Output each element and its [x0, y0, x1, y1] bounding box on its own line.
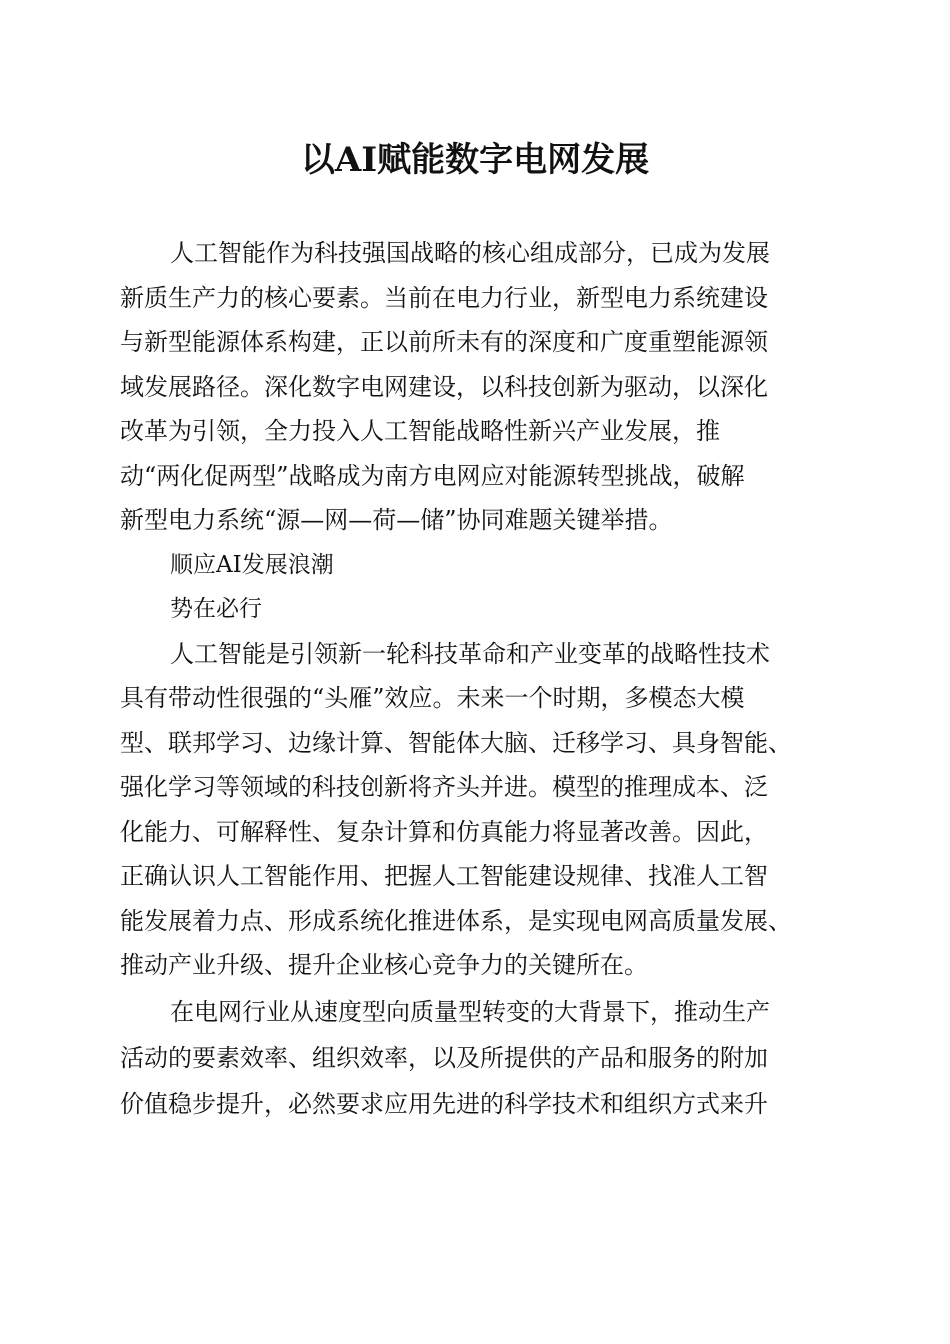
- paragraph-3-line-2: 活动的要素效率、组织效率，以及所提供的产品和服务的附加: [120, 1044, 768, 1072]
- paragraph-1-line-7: 新型电力系统“源—网—荷—储”协同难题关键举措。: [120, 506, 673, 534]
- paragraph-2-line-2: 具有带动性很强的“头雁”效应。未来一个时期，多模态大模: [120, 684, 745, 712]
- paragraph-1-line-1: 人工智能作为科技强国战略的核心组成部分，已成为发展: [170, 239, 770, 267]
- paragraph-1-line-2: 新质生产力的核心要素。当前在电力行业，新型电力系统建设: [120, 284, 768, 312]
- subheading-line-1: 顺应AI发展浪潮: [170, 552, 334, 578]
- paragraph-2-line-4: 强化学习等领域的科技创新将齐头并进。模型的推理成本、泛: [120, 773, 768, 801]
- paragraph-1-line-3: 与新型能源体系构建，正以前所未有的深度和广度重塑能源领: [120, 328, 768, 356]
- document-title: 以AI赋能数字电网发展: [300, 140, 650, 180]
- paragraph-2-line-8: 推动产业升级、提升企业核心竞争力的关键所在。: [120, 951, 648, 979]
- subheading-line-2: 势在必行: [170, 596, 262, 622]
- paragraph-1-line-6: 动“两化促两型”战略成为南方电网应对能源转型挑战，破解: [120, 462, 745, 490]
- paragraph-2-line-1: 人工智能是引领新一轮科技革命和产业变革的战略性技术: [170, 640, 770, 668]
- paragraph-1-line-4: 域发展路径。深化数字电网建设，以科技创新为驱动，以深化: [120, 373, 768, 401]
- paragraph-3-line-1: 在电网行业从速度型向质量型转变的大背景下，推动生产: [170, 998, 770, 1026]
- paragraph-2-line-7: 能发展着力点、形成系统化推进体系，是实现电网高质量发展、: [120, 907, 792, 935]
- paragraph-2-line-6: 正确认识人工智能作用、把握人工智能建设规律、找准人工智: [120, 862, 768, 890]
- paragraph-1-line-5: 改革为引领，全力投入人工智能战略性新兴产业发展，推: [120, 417, 720, 445]
- paragraph-2-line-3: 型、联邦学习、边缘计算、智能体大脑、迁移学习、具身智能、: [120, 729, 792, 757]
- paragraph-2-line-5: 化能力、可解释性、复杂计算和仿真能力将显著改善。因此，: [120, 818, 768, 846]
- paragraph-3-line-3: 价值稳步提升，必然要求应用先进的科学技术和组织方式来升: [120, 1090, 768, 1118]
